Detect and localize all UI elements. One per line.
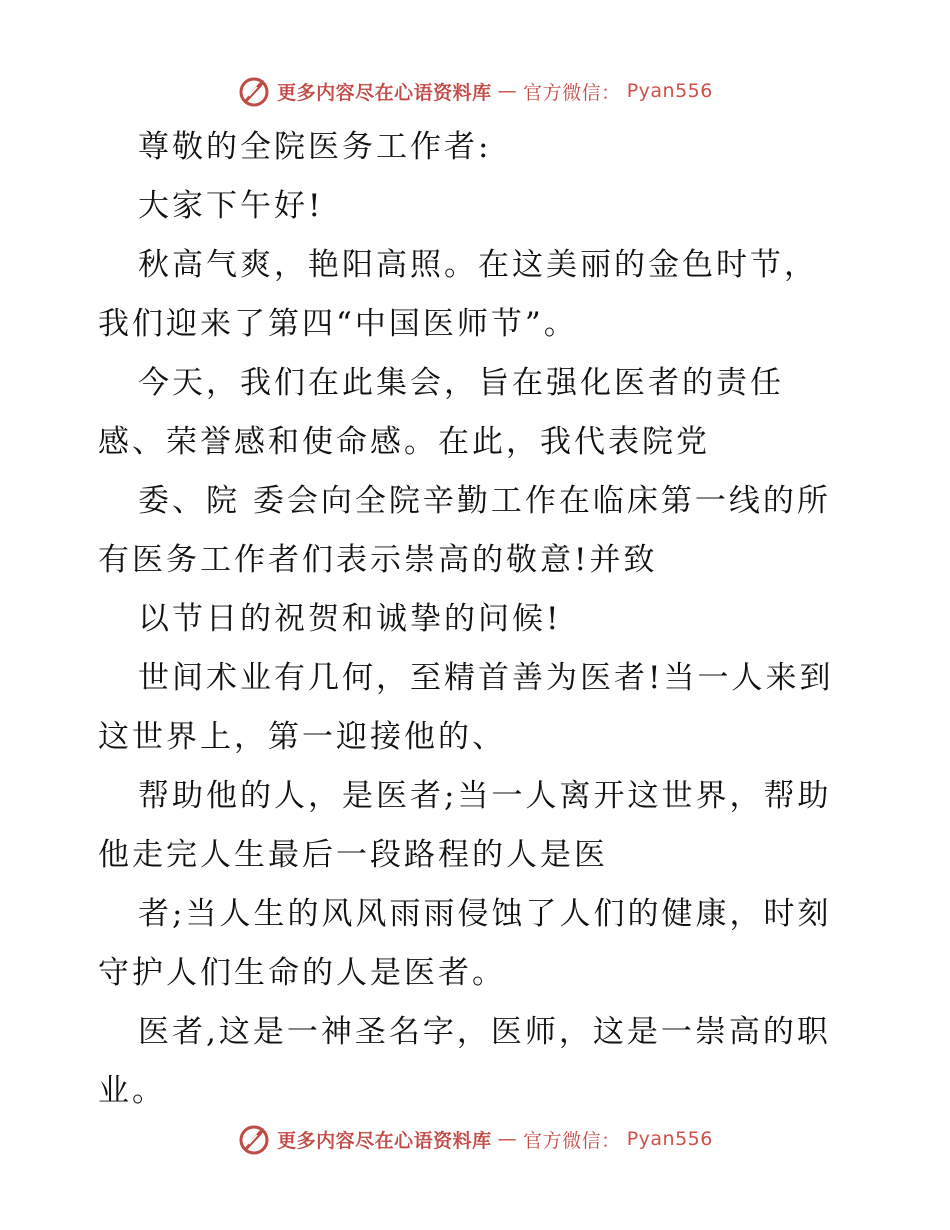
watermark-separator: —	[497, 80, 518, 102]
paragraph: 医者,这是一神圣名字，医师，这是一崇高的职业。	[98, 1014, 831, 1109]
paragraph: 世间术业有几何，至精首善为医者!当一人来到这世界上，第一迎接他的、	[98, 660, 834, 755]
watermark-wechat-id: Pyan556	[626, 1128, 713, 1150]
watermark-wechat-label: 官方微信：	[523, 1129, 621, 1152]
header-watermark	[0, 74, 950, 108]
watermark-wechat-label: 官方微信：	[523, 81, 621, 104]
paragraph: 帮助他的人，是医者;当一人离开这世界，帮助他走完人生最后一段路程的人是医	[98, 778, 832, 873]
paragraph: 今天，我们在此集会，旨在强化医者的责任感、荣誉感和使命感。在此，我代表院党	[98, 365, 784, 460]
watermark-slogan: 更多内容尽在心语资料库	[277, 81, 492, 104]
watermark-wechat-id: Pyan556	[626, 80, 713, 102]
quill-pen-circle-icon	[237, 1122, 271, 1156]
paragraph: 秋高气爽，艳阳高照。在这美丽的金色时节，我们迎来了第四“中国医师节”。	[98, 247, 818, 342]
paragraph: 委、院 委会向全院辛勤工作在临床第一线的所有医务工作者们表示崇高的敬意!并致	[98, 483, 831, 578]
paragraph: 者;当人生的风风雨雨侵蚀了人们的健康，时刻守护人们生命的人是医者。	[98, 896, 832, 991]
paragraph: 以节日的祝贺和诚挚的问候!	[138, 601, 562, 637]
footer-watermark	[0, 1122, 950, 1156]
quill-pen-circle-icon	[237, 74, 271, 108]
greeting: 大家下午好!	[138, 188, 324, 224]
watermark-slogan: 更多内容尽在心语资料库	[277, 1129, 492, 1152]
document-body	[98, 118, 838, 1121]
watermark-separator: —	[497, 1128, 518, 1150]
salutation: 尊敬的全院医务工作者:	[138, 129, 492, 165]
